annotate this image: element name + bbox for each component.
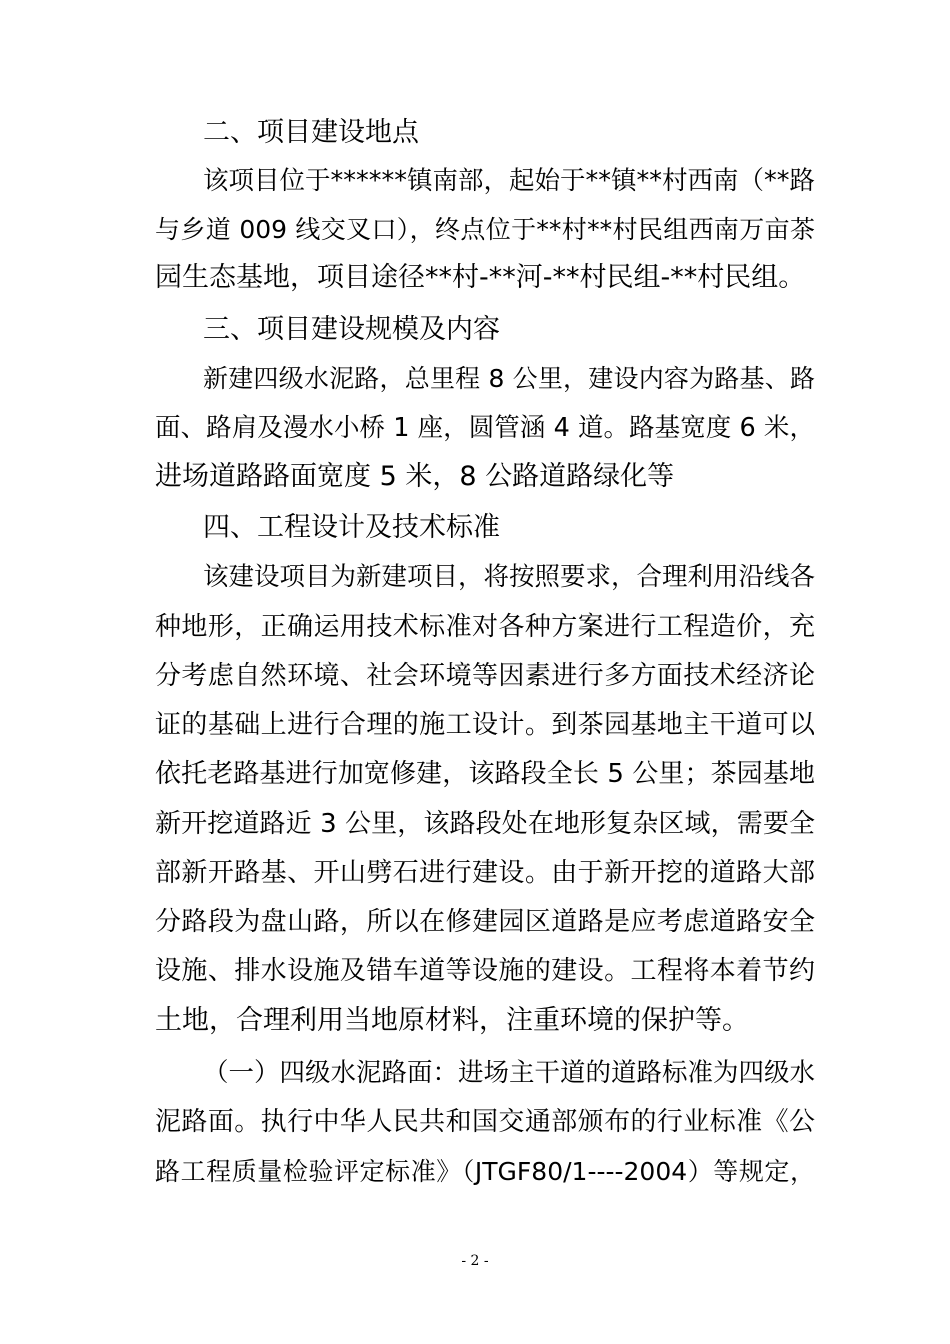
heading-design-standards: 四、工程设计及技术标准 (203, 512, 500, 543)
paragraph-line: 与乡道 009 线交叉口），终点位于**村**村民组西南万亩茶 (155, 215, 815, 244)
paragraph-line: 设施、排水设施及错车道等设施的建设。工程将本着节约 (155, 956, 815, 986)
heading-project-location: 二、项目建设地点 (203, 117, 419, 148)
paragraph-line: （一）四级水泥路面：进场主干道的道路标准为四级水 (203, 1058, 816, 1088)
paragraph-line: 进场道路路面宽度 5 米，8 公路道路绿化等 (155, 461, 675, 492)
paragraph-line: 分考虑自然环境、社会环境等因素进行多方面技术经济论 (155, 661, 815, 691)
paragraph-line: 依托老路基进行加宽修建，该路段全长 5 公里；茶园基地 (155, 759, 815, 789)
paragraph-line: 园生态基地，项目途径**村-**河-**村民组-**村民组。 (155, 262, 806, 293)
paragraph-line: 分路段为盘山路，所以在修建园区道路是应考虑道路安全 (155, 907, 815, 937)
paragraph-line: 证的基础上进行合理的施工设计。到茶园基地主干道可以 (155, 710, 815, 740)
heading-project-scale: 三、项目建设规模及内容 (203, 314, 500, 345)
paragraph-line: 面、路肩及漫水小桥 1 座，圆管涵 4 道。路基宽度 6 米， (155, 413, 815, 443)
paragraph-line: 种地形，正确运用技术标准对各种方案进行工程造价，充 (155, 612, 815, 642)
paragraph-line: 土地，合理利用当地原材料，注重环境的保护等。 (155, 1005, 749, 1036)
paragraph-line: 该建设项目为新建项目，将按照要求，合理利用沿线各 (203, 562, 816, 592)
paragraph-line: 新开挖道路近 3 公里，该路段处在地形复杂区域，需要全 (155, 809, 815, 839)
paragraph-line: 路工程质量检验评定标准》（JTGF80/1----2004）等规定， (155, 1157, 815, 1186)
paragraph-line: 泥路面。执行中华人民共和国交通部颁布的行业标准《公 (155, 1107, 815, 1137)
paragraph-line: 新建四级水泥路，总里程 8 公里，建设内容为路基、路 (203, 364, 815, 393)
page-number: - 2 - (461, 1253, 489, 1269)
paragraph-line: 该项目位于******镇南部，起始于**镇**村西南（**路 (203, 166, 816, 196)
paragraph-line: 部新开路基、开山劈石进行建设。由于新开挖的道路大部 (155, 858, 815, 888)
